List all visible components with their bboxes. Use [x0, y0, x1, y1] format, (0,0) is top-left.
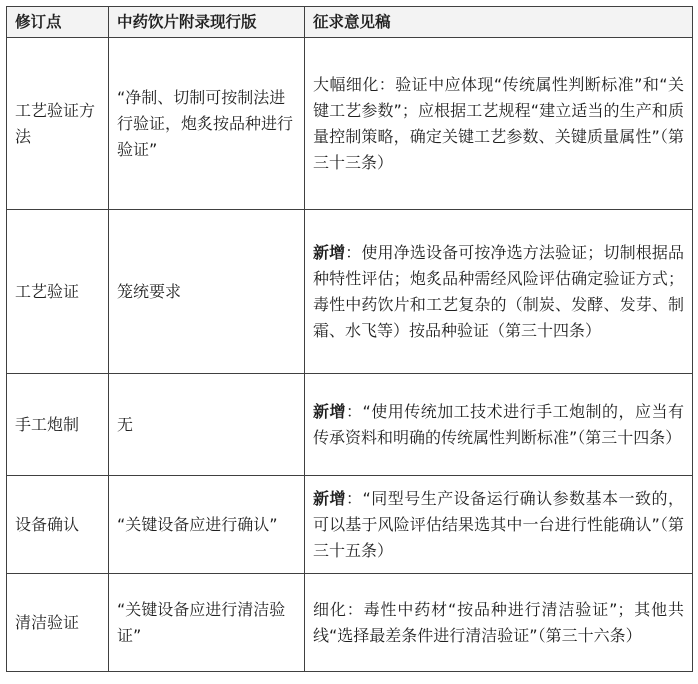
table-row [7, 38, 693, 210]
draft-tag: 新增 [313, 488, 346, 508]
table-row [7, 210, 693, 374]
draft-text: ：“使用传统加工技术进行手工炮制的，应当有传承资料和明确的传统属性判断标准”（第三十四条） [313, 401, 684, 447]
comparison-table-container [6, 6, 693, 672]
draft-version-cell [305, 210, 693, 374]
current-version-cell: “关键设备应进行清洁验证” [109, 574, 305, 672]
draft-version-cell [305, 476, 693, 574]
draft-tag: 新增 [313, 242, 346, 262]
table-header-row [7, 7, 693, 38]
table-row [7, 574, 693, 672]
current-version-cell: “净制、切制可按制法进行验证，炮炙按品种进行验证” [109, 38, 305, 210]
comparison-table [6, 6, 693, 672]
revision-point-cell: 设备确认 [7, 476, 109, 574]
revision-point-cell: 工艺验证 [7, 210, 109, 374]
current-version-cell: “关键设备应进行确认” [109, 476, 305, 574]
current-version-cell: 笼统要求 [109, 210, 305, 374]
table-row [7, 374, 693, 476]
current-version-cell: 无 [109, 374, 305, 476]
draft-text: 细化：毒性中药材“按品种进行清洁验证”；其他共线“选择最差条件进行清洁验证”（第三十六条） [313, 599, 684, 645]
header-draft-version: 征求意见稿 [305, 7, 693, 38]
draft-text: 大幅细化：验证中应体现“传统属性判断标准”和“关键工艺参数”；应根据工艺规程“建立适当的生产和质量控制策略，确定关键工艺参数、关键质量属性”（第三十三条） [313, 74, 684, 172]
revision-point-cell: 清洁验证 [7, 574, 109, 672]
header-revision-point: 修订点 [7, 7, 109, 38]
draft-version-cell [305, 38, 693, 210]
header-current-version: 中药饮片附录现行版 [109, 7, 305, 38]
draft-text: ：使用净选设备可按净选方法验证；切制根据品种特性评估；炮炙品种需经风险评估确定验证方式；毒性中药饮片和工艺复杂的（制炭、发酵、发芽、制霜、水飞等）按品种验证（第三十四条） [313, 242, 684, 340]
draft-tag: 新增 [313, 401, 346, 421]
draft-version-cell [305, 374, 693, 476]
revision-point-cell: 手工炮制 [7, 374, 109, 476]
draft-text: ：“同型号生产设备运行确认参数基本一致的，可以基于风险评估结果选其中一台进行性能确认”（第三十五条） [313, 488, 684, 560]
draft-version-cell [305, 574, 693, 672]
revision-point-cell: 工艺验证方法 [7, 38, 109, 210]
table-row [7, 476, 693, 574]
